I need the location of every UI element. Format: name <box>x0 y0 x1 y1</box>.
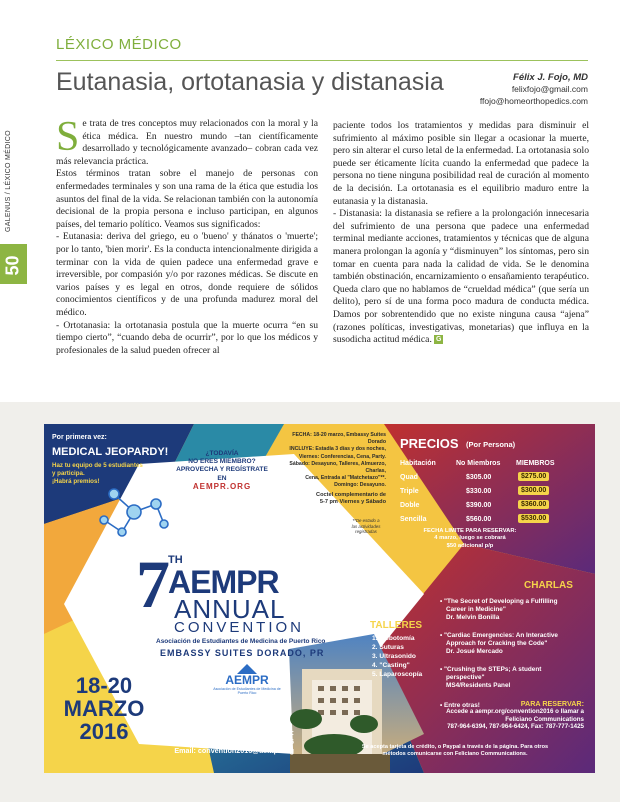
section-label: LÉXICO MÉDICO <box>56 36 182 53</box>
table-row: Quad $305.00 $275.00 <box>400 472 568 485</box>
list-item: • Entre otras! <box>440 702 480 709</box>
author-block <box>480 72 588 107</box>
event-dates: 18-20 MARZO 2016 <box>63 673 145 744</box>
booking-deadline: FECHA LIMITE PARA RESERVAR: 4 marzo, luego se cobrará $50 adicional p/p <box>423 528 517 549</box>
drop-cap: S <box>56 114 80 160</box>
list-item: 4. "Casting" <box>372 662 410 669</box>
convention-title: CONVENTION <box>174 619 305 636</box>
table-row: Doble $390.00 $360.00 <box>400 500 568 513</box>
seventh-number: 7 <box>136 546 170 622</box>
section-rule <box>56 60 588 61</box>
more-info: MAS INFO: aempr.org/convention2016 Email: convention2016@aempr.org <box>134 728 294 755</box>
convention-ad[interactable] <box>44 424 595 773</box>
article-title: Eutanasia, ortotanasia y distanasia <box>56 68 444 96</box>
venue: EMBASSY SUITES DORADO, PR <box>160 648 325 658</box>
annual-title: ANNUAL <box>174 594 286 624</box>
workshops-title: TALLERES <box>370 620 423 631</box>
paragraph: Se trata de tres conceptos muy relacionados con la moral y la ética médica. En nuestro mundo –tan científicamente desarrollado y tecnológicamente avanzado– cobran cada vez más relevancia práctica. <box>56 114 318 167</box>
table-row: Triple $330.00 $300.00 <box>400 486 568 499</box>
list-item: 5. Laparoscopía <box>372 671 423 678</box>
page-number: 50 <box>0 244 27 284</box>
paragraph: - Eutanasia: deriva del griego, eu o 'bueno' y thánatos o 'muerte'; por lo tanto, 'bien morir'. Es la conducta intencionalmente dirigida a terminar con la vida de quien padece una enfermedad grave e irreversible, por compasión y/o por razones médicas. Se discute en varios países y es legal en otros, donde requiere de sólidos conocimientos científicos y de una profunda madurez moral del médico. <box>56 231 318 318</box>
article-column-2 <box>333 120 589 347</box>
info-url-link[interactable]: aempr.org/convention2016 <box>202 737 294 746</box>
paragraph: paciente todos los tratamientos y medidas para disminuir el sufrimiento al máximo posible sin llegar a ocasionar la muerte, pero sin alterar el curso letal de la enfermedad. La ortotanasia solo puede ser éticamente lícita cuando la enfermedad que padece la persona no tiene ninguna posibilidad real de curación al momento de la decisión. La ortotanasia es el equilibrio maduro entre la eutanasia y la distanasia. <box>333 120 589 207</box>
paragraph: Estos términos tratan sobre el manejo de personas con enfermedades terminales y son una rama de la ética que estudia los asuntos del final de la vida. Se relacionan también con la autonomía decisional de la propia persona e incluso participan, en algunos países, del temario político. Veamos sus significados: <box>56 168 318 230</box>
jeopardy-line: Haz tu equipo de 5 estudiantes <box>52 462 143 469</box>
paragraph: - Ortotanasia: la ortotanasia postula que la muerte ocurra “en su tiempo cierto”, “cuando deba de ocurrir”, por lo que los médicos y profesionales de la salud pueden ofrecer al <box>56 319 318 356</box>
author-name: Félix J. Fojo, MD <box>513 72 588 83</box>
list-item: • "Cardiac Emergencies: An Interactive Approach for Cracking the Code" Dr. Josué Mercado <box>440 632 558 655</box>
payment-note: Se acepta tarjeta de crédito, o Paypal a través de la página. Para otros métodos comunicarse con Feliciano Communications. <box>361 744 549 758</box>
list-item: 1. Flebotomía <box>372 635 415 642</box>
member-site-link[interactable]: AEMPR.ORG <box>192 481 252 491</box>
left-rail: GALENUS / LÉXICO MÉDICO 50 <box>0 0 27 400</box>
author-email[interactable]: felixfojo@gmail.com <box>511 84 588 94</box>
list-item: 2. Suturas <box>372 644 404 651</box>
list-item: • "Crushing the STEPs; A student perspective" MS4/Residents Panel <box>440 666 542 689</box>
association-name: Asociación de Estudiantes de Medicina de Puerto Rico <box>156 638 326 645</box>
prices-title: PRECIOS <box>400 436 459 451</box>
jeopardy-intro: Por primera vez: <box>52 434 107 441</box>
list-item: 3. Ultrasonido <box>372 653 416 660</box>
info-email-link[interactable]: Email: convention2016@aempr.org <box>174 746 294 755</box>
end-mark-icon: G <box>436 336 442 344</box>
jeopardy-title: MEDICAL JEOPARDY! <box>52 446 169 458</box>
seventh-suffix: TH <box>168 554 183 566</box>
aempr-logo: AEMPR Asociación de Estudiantes de Medicina de Puerto Rico <box>212 664 282 704</box>
table-row: Sencilla $560.00 $530.00 <box>400 514 568 527</box>
brand-title: AEMPR <box>168 564 279 600</box>
prices-header-row: Habitación No Miembros MIEMBROS <box>400 460 555 467</box>
event-note: **De estado a las actividades registradas <box>351 518 381 535</box>
prices-subtitle: (Por Persona) <box>466 440 516 449</box>
member-callout: ¿TODAVÍA NO ERES MIEMBRO? APROVECHA Y REGÍSTRATE EN AEMPR.ORG <box>172 450 272 491</box>
list-item: • "The Secret of Developing a Fulfilling Career in Medicine" Dr. Melvin Bonilla <box>440 598 558 621</box>
talks-title: CHARLAS <box>524 580 573 591</box>
workshops-list <box>372 634 422 679</box>
article-column-1 <box>56 114 318 357</box>
jeopardy-line: y participa. <box>52 470 85 477</box>
jeopardy-line: ¡Habrá premios! <box>52 478 100 485</box>
paragraph: - Distanasia: la distanasia se refiere a la prolongación innecesaria del sufrimiento de una persona que padece una enfermedad terminal mediante acciones, tratamientos y técnicas que de alguna manera prolongan la agonía y “disminuyen” los síntomas, pero sin tomar en cuenta para nada la calidad de vida. Se le denomina también obstinación, encarnizamiento o ensañamiento terapéutico. Queda claro que no hablamos de “crueldad médica” (que sería un delito), pero sí de una forma poco madura de conducta médica. Damos por sobrentendido que no existe ninguna causa “ajena” (razones políticas, investigativas, monetarias) que influya en la susodicha actitud médica. G <box>333 208 589 346</box>
reservation-info: PARA RESERVAR: Accede a aempr.org/convention2016 o llamar a Feliciano Communications 787-964-6394, 787-964-6424, Fax: 787-777-1425 <box>446 699 584 731</box>
event-details: FECHA: 18-20 marzo, Embassy Suites Dorado INCLUYE: Estadía 3 días y dos noches, Viernes: Conferencias, Cena, Party. Sábado: Desayuno, Talleres, Almuerzo, Charlas, Cena, Entrada al "Matchetazo"**. Domingo: Desayuno. Coctel complementario de 5-7 pm Viernes y Sábado <box>289 432 386 505</box>
author-email[interactable]: ffojo@homeorthopedics.com <box>479 96 588 106</box>
